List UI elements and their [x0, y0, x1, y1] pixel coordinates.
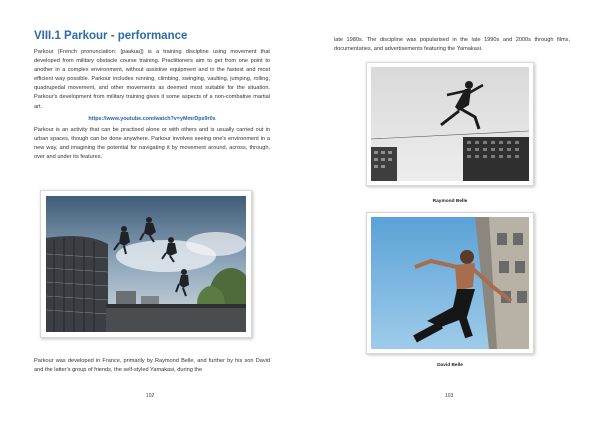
david-belle-image	[371, 217, 529, 349]
caption-david-belle: David Belle	[437, 363, 463, 368]
page-number-right: 103	[445, 393, 454, 399]
activity-paragraph: Parkour is an activity that can be practised alone or with others and is usually carried out in urban spaces, though can be done anywhere. Parkour involves seeing one's environment in a new way, and imagining the potential for navigating it by movement around, across, through, over and under its features.	[34, 126, 270, 160]
raymond-belle-image	[371, 67, 529, 181]
parkour-group-photo	[40, 190, 252, 338]
history-paragraph: Parkour was developed in France, primarily by Raymond Belle, and further by his son David and the latter's group of friends, the self-styled Yamakasi, during the	[34, 358, 270, 374]
page-number-left: 102	[146, 393, 155, 399]
caption-raymond-belle: Raymond Belle	[432, 199, 468, 204]
continued-paragraph: late 1980s. The discipline was popularised in the late 1990s and 2000s through films, documentaries, and advertisements featuring the Yamakasi.	[334, 37, 570, 53]
david-belle-photo	[366, 212, 534, 354]
parkour-group-image	[46, 196, 246, 332]
youtube-link[interactable]: https://www.youtube.com/watch?v=yMmrDps9r0s	[88, 115, 216, 122]
raymond-belle-photo	[366, 62, 534, 186]
section-heading: VIII.1 Parkour - performance	[34, 30, 188, 42]
intro-paragraph: Parkour (French pronunciation: [paʁkuʁ]) is a training discipline using movement that developed from military obstacle course training. Practitioners aim to get from one point to another in a complex environment, without assistive equipment and in the fastest and most efficient way possible. Parkour includes running, climbing, swinging, vaulting, jumping, rolling, quadrupedal movement, and other movements as deemed most suitable for the situation. Parkour's development from military training gives it some aspects of a non-combative martial art.	[34, 49, 270, 110]
